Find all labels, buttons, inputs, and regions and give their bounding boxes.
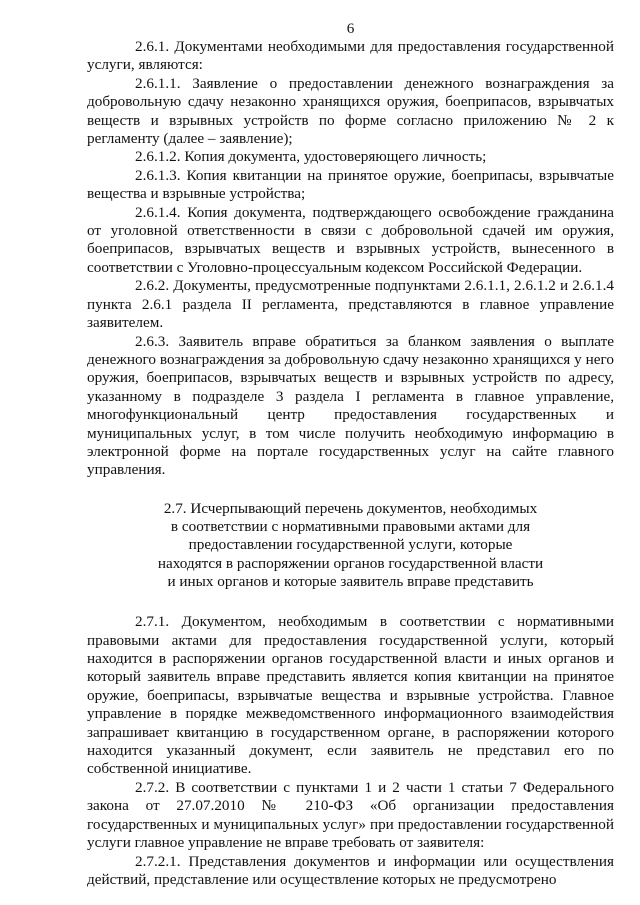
document-page [87,0,614,889]
heading-line: и иных органов и которые заявитель вправе представить [167,572,534,590]
paragraph-2-6-2: 2.6.2. Документы, предусмотренные подпунктами 2.6.1.1, 2.6.1.2 и 2.6.1.4 пункта 2.6.1 раздела II регламента, представляются в главное управление заявителем. [87,277,614,332]
page-number: 6 [346,20,355,37]
paragraph-2-7-2: 2.7.2. В соответствии с пунктами 1 и 2 части 1 статьи 7 Федерального закона от 27.07.2010 № 210-ФЗ «Об организации предоставления государственных и муниципальных услуг» при предоставлении государственной услуги главное управление не вправе требовать от заявителя: [87,778,614,852]
paragraph-2-6-1-2: 2.6.1.2. Копия документа, удостоверяющего личность; [135,148,487,166]
paragraph-2-6-1-4: 2.6.1.4. Копия документа, подтверждающего освобождение гражданина от уголовной ответственности в связи с добровольной сдачей им оружия, боеприпасов, взрывчатых веществ и взрывных устройств, вынесенного в соответствии с Уголовно-процессуальным кодексом Российской Федерации. [87,203,614,276]
section-2-7 [87,613,614,889]
paragraph-2-6-1-1: 2.6.1.1. Заявление о предоставлении денежного вознаграждения за добровольную сдачу незаконно хранящихся оружия, боеприпасов, взрывчатых веществ и взрывных устройств по форме согласно приложению № 2 к регламенту (далее – заявление); [87,74,614,148]
paragraph-2-6-1: 2.6.1. Документами необходимыми для предоставления государственной услуги, являются: [87,38,614,74]
paragraph-2-6-1-3: 2.6.1.3. Копия квитанции на принятое оружие, боеприпасы, взрывчатые вещества и взрывные устройства; [87,166,614,203]
paragraph-2-6-3: 2.6.3. Заявитель вправе обратиться за бланком заявления о выплате денежного вознаграждения за добровольную сдачу незаконно хранящихся у него оружия, боеприпасов, взрывчатых веществ и взрывных устройств по адресу, указанному в подразделе 3 раздела I регламента в главное управление, многофункциональный центр предоставления государственных и муниципальных услуг, в том числе получить необходимую информацию в электронной форме на портале государственных услуг на сайте главного управления. [87,332,614,479]
section-heading-2-7 [87,500,614,591]
heading-line: находятся в распоряжении органов государственной власти [157,554,544,572]
section-2-6 [87,38,614,480]
heading-line: 2.7. Исчерпывающий перечень документов, необходимых [163,499,538,517]
paragraph-2-7-2-1: 2.7.2.1. Представления документов и информации или осуществления действий, представление или осуществление которых не предусмотрено [87,852,614,888]
heading-line: в соответствии с нормативными правовыми актами для [170,518,531,536]
paragraph-2-7-1: 2.7.1. Документом, необходимым в соответствии с нормативными правовыми актами для предоставления государственной услуги, который находится в распоряжении органов государственной власти и иных органов и который заявитель вправе представить является копия квитанции на принятое оружие, боеприпасы, взрывчатые вещества и взрывные устройства. Главное управление в порядке межведомственного информационного взаимодействия запрашивает квитанцию в государственном органе, в распоряжении которого находится указанный документ, если заявитель не представил его по собственной инициативе. [87,613,614,778]
heading-line: предоставлении государственной услуги, которые [188,536,513,554]
